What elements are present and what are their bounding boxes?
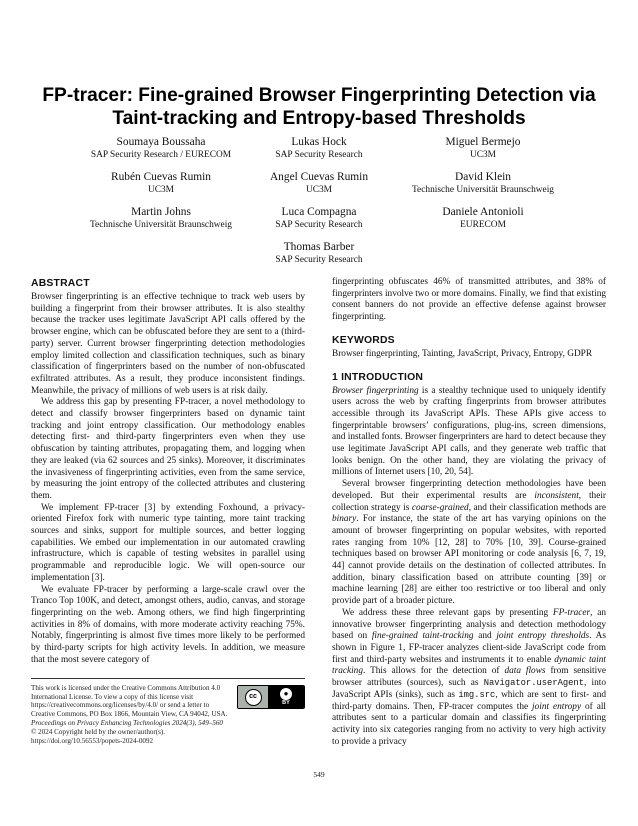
keywords-text: Browser fingerprinting, Tainting, JavaScript, Privacy, Entropy, GDPR xyxy=(332,348,593,359)
author-affiliation: UC3M xyxy=(147,185,175,195)
author-block xyxy=(378,205,588,231)
intro-paragraph: We address these three relevant gaps by presenting FP-tracer, an innovative browser fingerprinting analysis and detection methodology based on fine-grained taint-tracking and joint entropy thresholds. As shown in Figure 1, FP-tracer analyzes client-side JavaScript code from first and third-party websites and instruments it to enable dynamic taint tracking. This allows for the detection of data flows from sensitive browser attributes (sources), such as Navigator.userAgent, into JavaScript APIs (sinks), such as img.src, which are sent to first- and third-party domains. Then, FP-tracer computes the joint entropy of all attributes sent to a particular domain and classifies its fingerprinting activity into six categories ranging from no activity to very high activity to provide a privacy xyxy=(332,607,607,747)
author-name: Thomas Barber xyxy=(283,241,355,253)
author-block xyxy=(214,240,424,266)
title-line-1: FP-tracer: Fine-grained Browser Fingerprinting Detection via xyxy=(42,85,596,106)
emphasis-text: Browser fingerprinting xyxy=(332,385,419,396)
paper-title xyxy=(30,84,608,130)
author-name: David Klein xyxy=(455,171,511,183)
abstract-paragraph: We implement FP-tracer [3] by extending Foxhound, a privacy-oriented Firefox fork with numeric type tainting, more taint tracking sources and sinks, support for multiple sources, and better logging capabilities. We embed our implementation in our automated crawling infrastructure, which is capable of testing websites in parallel using programmable and reproducible logic. We will open-source our implementation [3]. xyxy=(31,502,305,583)
left-column xyxy=(31,277,305,667)
author-affiliation: UC3M xyxy=(305,185,333,195)
cc-by-badge xyxy=(237,685,305,709)
author-affiliation: UC3M xyxy=(469,150,497,160)
author-affiliation: Technische Universität Braunschweig xyxy=(89,220,232,230)
author-block xyxy=(378,170,588,196)
cc-icon: cc xyxy=(245,689,262,706)
author-affiliation: SAP Security Research / EURECOM xyxy=(90,150,232,160)
abstract-paragraph: We evaluate FP-tracer by performing a large-scale crawl over the Tranco Top 100K, and detect, amongst others, audio, canvas, and storage fingerprinting on the web. Among others, we find high fingerprinting activities in 8% of domains, with more moderate activity reaching 75%. Notably, fingerprinting is almost five times more likely to be performed by third-party scripts for high activity levels. In addition, we measure that the most severe category of xyxy=(31,584,305,665)
license-text: This work is licensed under the Creative Commons Attribution 4.0 International License. To view a copy of this license visit https://creativecommons.org/licenses/by/4.0/ or send a letter to Creative Commons, PO Box 1866, Mountain View, CA 94042, USA. xyxy=(31,684,228,718)
page-number: 549 xyxy=(313,770,325,779)
title-line-2: Taint-tracking and Entropy-based Thresholds xyxy=(112,108,526,129)
author-name: Miguel Bermejo xyxy=(445,136,521,148)
author-affiliation: SAP Security Research xyxy=(275,255,363,265)
abstract-paragraph-continued: fingerprinting obfuscates 46% of transmitted attributes, and 38% of fingerprinters involve two or more domains. Finally, we find that existing consent banners do not provide an effective defense against browser fingerprinting. xyxy=(332,277,606,323)
author-name: Rubén Cuevas Rumin xyxy=(111,171,211,183)
author-block xyxy=(378,135,588,161)
footnote-rule xyxy=(31,678,305,679)
author-affiliation: SAP Security Research xyxy=(275,150,363,160)
by-label: BY xyxy=(282,700,290,706)
author-name: Lukas Hock xyxy=(291,136,347,148)
copyright-line: © 2024 Copyright held by the owner/author(s). xyxy=(31,727,166,736)
license-footnote xyxy=(31,678,305,745)
author-name: Soumaya Boussaha xyxy=(116,136,206,148)
person-icon: ● xyxy=(280,688,292,700)
author-affiliation: EURECOM xyxy=(460,220,506,230)
abstract-paragraph: We address this gap by presenting FP-tracer, a novel methodology to detect and classify browser fingerprinters based on dynamic taint tracking and joint entropy classification. Our methodology enables detecting first- and third-party fingerprinters even when they use obfuscation by tainting attributes, propagating them, and logging when they are leaked (via 62 sources and 25 sinks). Moreover, it discriminates the invasiveness of fingerprinting activities, even from the same service, by measuring the joint entropy of the collected attributes and clustering them. xyxy=(31,397,305,501)
author-affiliation: Technische Universität Braunschweig xyxy=(411,185,554,195)
author-name: Daniele Antonioli xyxy=(442,206,524,218)
author-name: Angel Cuevas Rumin xyxy=(269,171,369,183)
abstract-paragraph: Browser fingerprinting is an effective technique to track web users by building a fingerprint from their browser attributes. It is also stealthy because the tracker uses legitimate JavaScript API calls offered by the browser engine, which can be obfuscated before they are sent to a (third-party) server. Current browser fingerprinting detection methodologies employ limited collection and classification techniques, such as binary classification of fingerprinters based on the number of non-obfuscated exfiltrated attributes. As a result, they produce inconsistent findings. Meanwhile, the privacy of millions of web users is at risk daily. xyxy=(31,292,305,396)
right-column xyxy=(332,277,606,748)
author-affiliation: SAP Security Research xyxy=(275,220,363,230)
keywords-heading: KEYWORDS xyxy=(332,334,395,346)
author-name: Martin Johns xyxy=(131,206,191,218)
abstract-heading: ABSTRACT xyxy=(31,278,90,289)
introduction-heading: 1 INTRODUCTION xyxy=(332,371,424,383)
intro-paragraph: Browser fingerprinting is a stealthy technique used to uniquely identify users across the web by crafting fingerprints from browser attributes accessible through its JavaScript APIs. These APIs give access to fingerprintable browsers’ configurations, plug-ins, screen dimensions, and installed fonts. Browser fingerprinters are hard to detect because they use legitimate JavaScript API calls, and they generate web traffic that looks benign. On the other hand, they are violating the privacy of millions of Internet users [10, 20, 54]. xyxy=(332,385,607,478)
author-name: Luca Compagna xyxy=(281,206,357,218)
code-text: img.src xyxy=(458,689,496,700)
code-text: Navigator.userAgent xyxy=(483,678,584,689)
proceedings-line: Proceedings on Privacy Enhancing Technologies 2024(3), 549–560 xyxy=(31,719,223,728)
intro-paragraph: Several browser fingerprinting detection methodologies have been developed. But their experimental results are inconsistent, their collection strategy is coarse-grained, and their classification methods are binary. For instance, the state of the art has varying opinions on the amount of browser fingerprinting on popular websites, with reported rates ranging from 10% [12, 28] to 70% [10, 39]. Course-grained techniques based on browser API monitoring or code analysis [6, 7, 19, 44] cannot provide details on the destination of collected attributes. In addition, binary classification based on attribute counting [39] or machine learning [28] are either too restrictive or too liberal and only provide part of a broader picture. xyxy=(332,479,607,607)
doi-line: https://doi.org/10.56553/popets-2024-0092 xyxy=(31,736,154,745)
